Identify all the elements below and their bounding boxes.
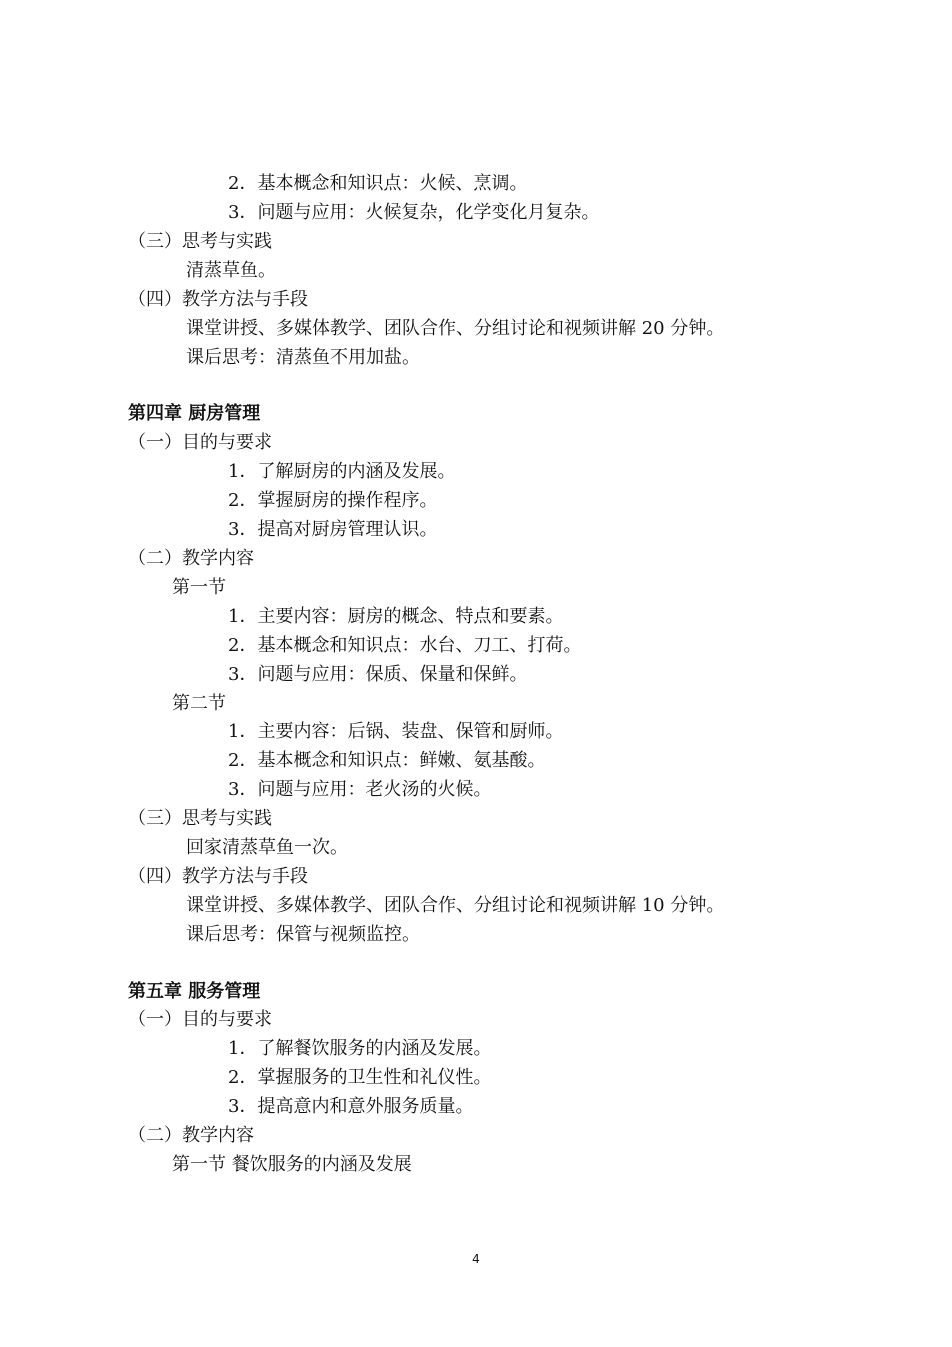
chapter-title: 第五章 服务管理: [128, 981, 261, 1002]
page-number: 4: [472, 1252, 480, 1266]
list-item: 1．了解厨房的内涵及发展。: [228, 461, 456, 482]
paragraph: 课堂讲授、多媒体教学、团队合作、分组讨论和视频讲解 10 分钟。: [186, 895, 725, 916]
section-heading: （四）教学方法与手段: [128, 289, 308, 310]
section-heading: （四）教学方法与手段: [128, 866, 308, 887]
section-heading: （三）思考与实践: [128, 808, 272, 829]
list-item: 1．了解餐饮服务的内涵及发展。: [228, 1038, 492, 1059]
list-item: 2．掌握服务的卫生性和礼仪性。: [228, 1067, 492, 1088]
list-item: 2．基本概念和知识点：火候、烹调。: [228, 173, 528, 194]
subsection-title: 第一节 餐饮服务的内涵及发展: [172, 1154, 412, 1175]
paragraph: 课后思考：保管与视频监控。: [186, 924, 420, 945]
list-item: 1．主要内容：后锅、装盘、保管和厨师。: [228, 721, 564, 742]
list-item: 2．基本概念和知识点：水台、刀工、打荷。: [228, 635, 582, 656]
chapter-title: 第四章 厨房管理: [128, 403, 261, 424]
list-item: 3．提高对厨房管理认识。: [228, 519, 438, 540]
section-heading: （一）目的与要求: [128, 432, 272, 453]
section-heading: （二）教学内容: [128, 548, 254, 569]
paragraph: 清蒸草鱼。: [186, 260, 276, 281]
list-item: 2．基本概念和知识点：鲜嫩、氨基酸。: [228, 750, 546, 771]
list-item: 1．主要内容：厨房的概念、特点和要素。: [228, 606, 564, 627]
paragraph: 课堂讲授、多媒体教学、团队合作、分组讨论和视频讲解 20 分钟。: [186, 318, 725, 339]
list-item: 3．问题与应用：保质、保量和保鲜。: [228, 664, 528, 685]
list-item: 3．问题与应用：火候复杂，化学变化月复杂。: [228, 202, 600, 223]
list-item: 3．问题与应用：老火汤的火候。: [228, 779, 492, 800]
paragraph: 回家清蒸草鱼一次。: [186, 837, 348, 858]
list-item: 2．掌握厨房的操作程序。: [228, 490, 438, 511]
section-heading: （一）目的与要求: [128, 1009, 272, 1030]
paragraph: 课后思考：清蒸鱼不用加盐。: [186, 347, 420, 368]
subsection-title: 第一节: [172, 577, 226, 598]
list-item: 3．提高意内和意外服务质量。: [228, 1096, 474, 1117]
section-heading: （二）教学内容: [128, 1125, 254, 1146]
subsection-title: 第二节: [172, 693, 226, 714]
section-heading: （三）思考与实践: [128, 231, 272, 252]
